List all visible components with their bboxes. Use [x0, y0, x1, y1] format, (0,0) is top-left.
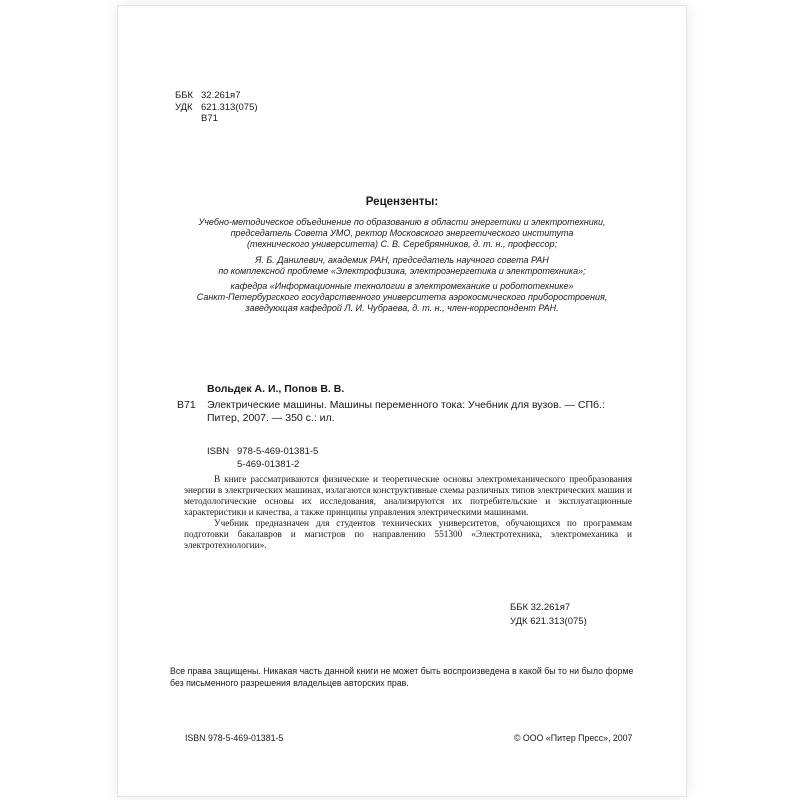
annotation-paragraph: В книге рассматриваются физические и теоретические основы электромеханического преобразования энергии в электрических машинах, излагаются конструктивные схемы различных типов электрических машин и методологические основы их исследования, анализируются их потребительские и эксплуатационные характеристики и качества, а также принципы управления электрическими машинами. — [184, 475, 632, 518]
top-udk-line: УДК 621.313(075) — [175, 101, 258, 113]
top-classification-codes — [175, 90, 258, 125]
reviewers-title: Рецензенты: — [365, 196, 439, 208]
catalog-authors: Вольдек А. И., Попов В. В. — [207, 383, 345, 395]
reviewers-list — [118, 217, 686, 319]
top-bbk-line: ББК 32.261я7 — [175, 90, 241, 101]
bottom-classification-codes — [510, 601, 587, 628]
bottom-bbk-line: ББК 32.261я7 — [510, 602, 571, 613]
footer-copyright: © ООО «Питер Пресс», 2007 — [514, 733, 633, 743]
catalog-isbn: ISBN 978-5-469-01381-5 5-469-01381-2 — [207, 446, 319, 470]
bottom-udk-line: УДК 621.313(075) — [510, 615, 587, 627]
book-annotation — [184, 475, 632, 552]
copyright-notice: Все права защищены. Никакая часть данной книги не может быть воспроизведена в какой бы то ни было форме без письменного разрешения владельцев авторских прав. — [170, 666, 634, 688]
catalog-description: Электрические машины. Машины переменного тока: Учебник для вузов. — СПб.: Питер, 2007. — 350 с.: ил. — [207, 399, 605, 424]
annotation-paragraph: Учебник предназначен для студентов технических университетов, обучающихся по программам подготовки бакалавров и магистров по направлению 551300 «Электротехника, электромеханика и электротехнологии». — [184, 519, 632, 551]
reviewer-entry: кафедра «Информационные технологии в электромеханике и робототехнике» Санкт-Петербургского государственного университета аэрокосмического приборостроения, заведующая кафедрой Л. И. Чубраева, д. т. н., член-корреспондент РАН. — [196, 281, 608, 314]
catalog-mark: В71 — [177, 399, 196, 411]
top-author-mark: В71 — [201, 113, 218, 124]
book-page — [118, 6, 686, 796]
reviewer-entry: Я. Б. Данилевич, академик РАН, председатель научного совета РАН по комплексной проблеме «Электрофизика, электроэнергетика и электротехника»; — [218, 254, 586, 276]
footer-isbn: ISBN 978-5-469-01381-5 — [185, 733, 284, 743]
reviewer-entry: Учебно-методическое объединение по образованию в области энергетики и электротехники, председатель Совета УМО, ректор Московского энергетического института (технического университета) С. В. Серебрянников, д. т. н., профессор; — [198, 217, 606, 250]
